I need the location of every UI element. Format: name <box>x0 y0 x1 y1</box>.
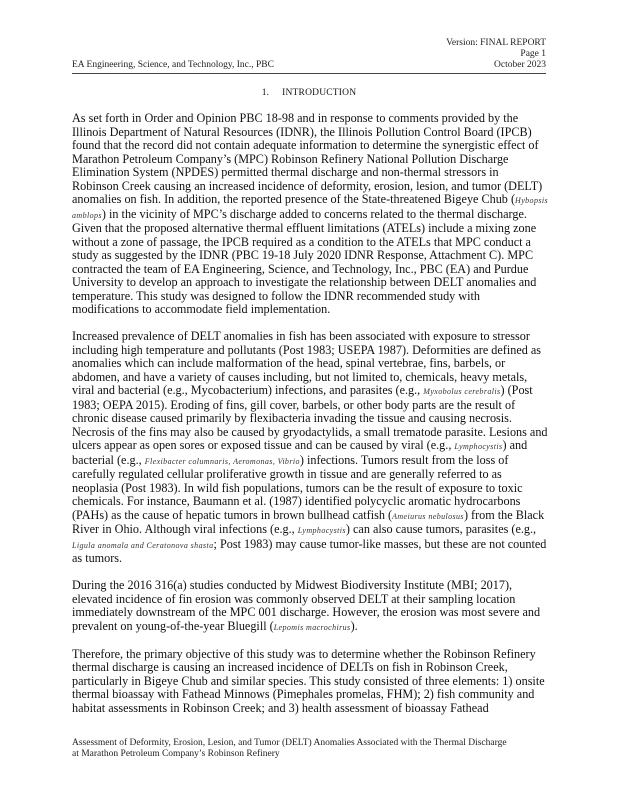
company-name: EA Engineering, Science, and Technology, Inc., PBC <box>72 60 274 70</box>
header-meta <box>446 38 546 71</box>
paragraph-2: Increased prevalence of DELT anomalies in fish has been associated with exposure to stressor including high temperature and pollutants (Post 1983; USEPA 1987). Deformities are defined as anomalies which can include malformation of the head, spinal vertebrae, fins, barbels, or abdomen, and have a variety of causes including, but not limited to, chemicals, heavy metals, viral and bacterial (e.g., Mycobacterium) infections, and parasites (e.g., Myxobolus cerebralis) (Post 1983; OEPA 2015). Eroding of fins, gill cover, barbels, or other body parts are the result of chronic disease caused primarily by flexibacteria invading the tissue and causing necrosis. Necrosis of the fins may also be caused by gryodactylids, a small trematode parasite. Lesions and ulcers appear as open sores or exposed tissue and can be caused by viral (e.g., Lymphocystis) and bacterial (e.g., Flexibacter columnaris, Aeromonas, Vibrio) infections. Tumors result from the loss of carefully regulated cellular proliferative growth in tissue and are generally referred to as neoplasia (Post 1983). In wild fish populations, tumors can be the result of exposure to toxic chemicals. For instance, Baumann et al. (1987) identified polycyclic aromatic hydrocarbons (PAHs) as the cause of hepatic tumors in brown bullhead catfish (Ameiurus nebulosus) from the Black River in Ohio. Although viral infections (e.g., Lymphocystis) can also cause tumors, parasites (e.g., Ligula anomala and Ceratonova shasta; Post 1983) may cause tumor-like masses, but these are not counted as tumors. <box>72 329 548 565</box>
paragraph-4: Therefore, the primary objective of this study was to determine whether the Robinson Refinery thermal discharge is causing an increased incidence of DELTs on fish in Robinson Creek, particularly in Bigeye Chub and similar species. This study consisted of three elements: 1) onsite thermal bioassay with Fathead Minnows (Pimephales promelas, FHM); 2) fish community and habitat assessments in Robinson Creek; and 3) health assessment of bioassay Fathead <box>72 646 545 715</box>
footer-line-2: at Marathon Petroleum Company’s Robinson Refinery <box>72 749 280 759</box>
paragraph-3: During the 2016 316(a) studies conducted by Midwest Biodiversity Institute (MBI; 2017), elevated incidence of fin erosion was commonly observed DELT at their sampling location immediately downstream of the MPC 001 discharge. However, the erosion was most severe and prevalent on young-of-the-year Bluegill (Lepomis macrochirus). <box>72 578 541 633</box>
report-date: October 2023 <box>494 60 546 70</box>
scientific-name: Ameiurus nebulosus <box>392 511 464 521</box>
report-footer <box>72 738 507 760</box>
scientific-name: Lymphocystis <box>454 442 503 451</box>
section-heading <box>0 88 618 98</box>
scientific-name: Lepomis macrochirus <box>273 622 351 632</box>
scientific-name: Ligula anomala and Ceratonova shasta <box>72 540 214 550</box>
section-number: 1. <box>261 88 270 98</box>
scientific-name: Lymphocystis <box>297 526 346 535</box>
section-title: INTRODUCTION <box>282 88 357 98</box>
scientific-name: Flexibacter columnaris, Aeromonas, Vibrio <box>144 456 300 466</box>
version-label: Version: FINAL REPORT <box>446 38 546 48</box>
paragraph-1: As set forth in Order and Opinion PBC 18-98 and in response to comments provided by the Illinois Department of Natural Resources (IDNR), the Illinois Pollution Control Board (IPCB) found that the record did not contain adequate information to determine the synergistic effect of Marathon Petroleum Company’s (MPC) Robinson Refinery National Pollution Discharge Elimination System (NPDES) permitted thermal discharge and non-thermal stressors in Robinson Creek causing an increased incidence of deformity, erosion, lesion, and tumor (DELT) anomalies on fish. In addition, the reported presence of the State-threatened Bigeye Chub (Hybopsis amblops) in the vicinity of MPC’s discharge added to concerns related to the thermal discharge. Given that the proposed alternative thermal effluent limitations (ATELs) include a mixing zone without a zone of passage, the IPCB required as a condition to the ATELs that MPC conduct a study as suggested by the IDNR (PBC 19-18 July 2020 IDNR Response, Attachment C). MPC contracted the team of EA Engineering, Science, and Technology, Inc., PBC (EA) and Purdue University to develop an approach to investigate the relationship between DELT anomalies and temperature. This study was designed to follow the IDNR recommended study with modifications to accommodate field implementation. <box>72 111 548 316</box>
scientific-name: Hybopsis amblops <box>72 196 548 220</box>
header-divider <box>72 73 546 74</box>
document-body <box>72 112 548 729</box>
scientific-name: Myxobolus cerebralis <box>423 387 501 396</box>
footer-line-1: Assessment of Deformity, Erosion, Lesion, and Tumor (DELT) Anomalies Associated with the Thermal Discharge <box>72 738 507 748</box>
page-number: Page 1 <box>520 49 546 59</box>
